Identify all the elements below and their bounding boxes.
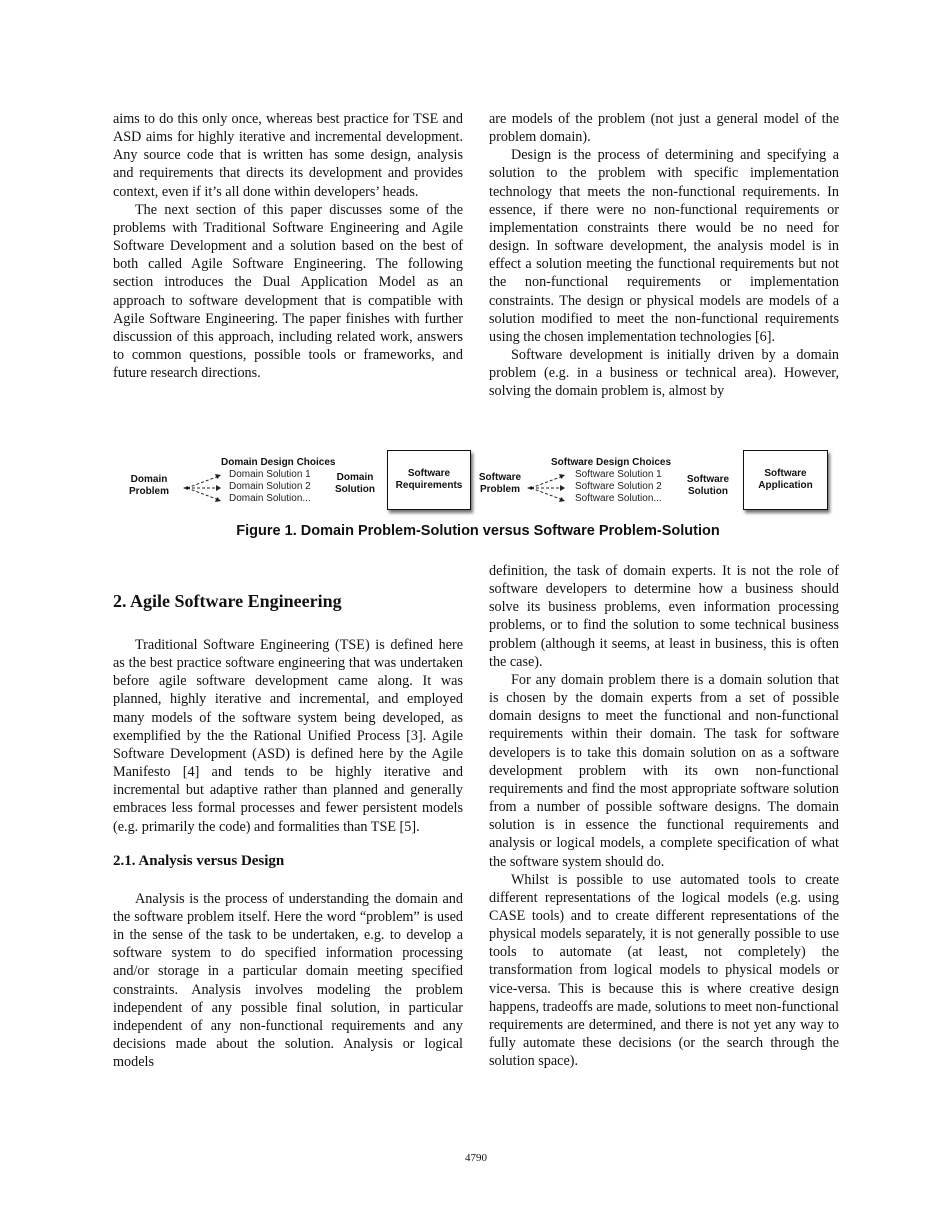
dashed-arrows-icon (183, 468, 225, 508)
left-column-bottom (113, 560, 463, 1071)
dashed-arrows-icon (527, 468, 569, 508)
software-requirements-label: Software Requirements (395, 468, 463, 491)
software-requirements-box (387, 450, 471, 510)
software-problem-label: Software Problem (478, 472, 522, 495)
paragraph: The next section of this paper discusses some of the problems with Traditional Software Engineering and Agile Software Development and a solution based on the best of both called Agile Software Engineering. The following section introduces the Dual Application Model as an approach to software development that is compatible with Agile Software Engineering. The paper finishes with further discussion of this approach, including related work, answers to common questions, possible tools or frameworks, and future research directions. (113, 201, 463, 382)
paragraph: are models of the problem (not just a general model of the problem domain). (489, 111, 839, 146)
domain-choice: Domain Solution... (229, 493, 311, 504)
paragraph: Whilst is possible to use automated tools to create different representations of the logical models (e.g. using CASE tools) and to create different representations of the physical models separately, it is not generally possible to use tools to automate (at least, not completely) the transformation from logical models to physical models or vice-versa. This is because this is where creative design happens, tradeoffs are made, solutions to meet non-functional requirements are determined, and there is not yet any way to fully automate these decisions (or the search through the solution space). (489, 871, 839, 1070)
domain-choice: Domain Solution 2 (229, 481, 311, 492)
software-choice: Software Solution... (575, 493, 662, 504)
paragraph: Software development is initially driven by a domain problem (e.g. in a business or technical area). However, solving the domain problem is, almost by (489, 347, 839, 400)
paragraph: definition, the task of domain experts. It is not the role of software developers to determine how a business should solve its business problems, even information processing problems, or to find the solution to some technical business problem (although it seems, at least in business, this is often the case). (489, 563, 839, 670)
paragraph: Analysis is the process of understanding the domain and the software problem itself. Here the word “problem” is used in the sense of the task to be undertaken, e.g. to develop a software system to do specified information processing and/or storage in a particular domain meeting specified constraints. Analysis involves modeling the problem independent of any possible final solution, in particular independent of any non-functional requirements and any decisions made about the solution. Analysis or logical models (113, 890, 463, 1071)
software-choice: Software Solution 2 (575, 481, 662, 492)
software-choice: Software Solution 1 (575, 469, 662, 480)
domain-problem-label: Domain Problem (128, 474, 169, 497)
software-design-choices-title: Software Design Choices (551, 457, 672, 468)
paragraph: aims to do this only once, whereas best practice for TSE and ASD aims for highly iterative and incremental development. Any source code that is written has some design, analysis and requirements that directs its development and provides context, even if it’s all done within developers’ heads. (113, 111, 463, 200)
software-application-box (743, 450, 828, 510)
paragraph: For any domain problem there is a domain solution that is chosen by the domain experts from a set of possible domain designs to meet the functional and non-functional requirements within their domain. The task for software developers is to take this domain solution on as a software development problem with its own non-functional requirements and find the most appropriate software solution from a number of possible software designs. The domain solution is in essence the functional requirements and analysis or logical models, a complete specification of what the software system should do. (489, 671, 839, 870)
domain-choice: Domain Solution 1 (229, 469, 311, 480)
right-column-bottom (489, 562, 839, 1070)
left-column-top (113, 110, 463, 382)
domain-design-choices-title: Domain Design Choices (221, 457, 336, 468)
figure-caption: Figure 1. Domain Problem-Solution versus Software Problem-Solution (236, 523, 720, 539)
right-column-top (489, 110, 839, 401)
paragraph: Traditional Software Engineering (TSE) is defined here as the best practice software engineering that was undertaken before agile software development came along. It was planned, highly iterative and incremental, and employed many models of the software system being developed, as exemplified by the the Rational Unified Process [3]. Agile Software Development (ASD) is defined here by the Agile Manifesto [4] and tends to be highly iterative and incremental but adaptive rather than planned and generally embraces less formal processes and fewer persistent models (e.g. primarily the code) and formalities than TSE [5]. (113, 637, 463, 835)
domain-solution-label: Domain Solution (335, 472, 375, 495)
paragraph: Design is the process of determining and specifying a solution to the problem with specific implementation technology that meets the non-functional requirements. In essence, if there were no non-functional requirements or implementation constraints there would be no need for design. In software development, the analysis model is in effect a solution meeting the functional requirements but not the non-functional requirements or implementation constraints. The design or physical models are models of a solution modified to meet the non-functional requirements using the chosen implementation technologies [6]. (489, 147, 839, 345)
software-application-label: Software Application (758, 468, 813, 491)
subsection-heading: 2.1. Analysis versus Design (113, 852, 285, 869)
section-heading: 2. Agile Software Engineering (113, 591, 342, 611)
software-solution-label: Software Solution (686, 474, 730, 497)
page-number: 4790 (465, 1152, 487, 1164)
